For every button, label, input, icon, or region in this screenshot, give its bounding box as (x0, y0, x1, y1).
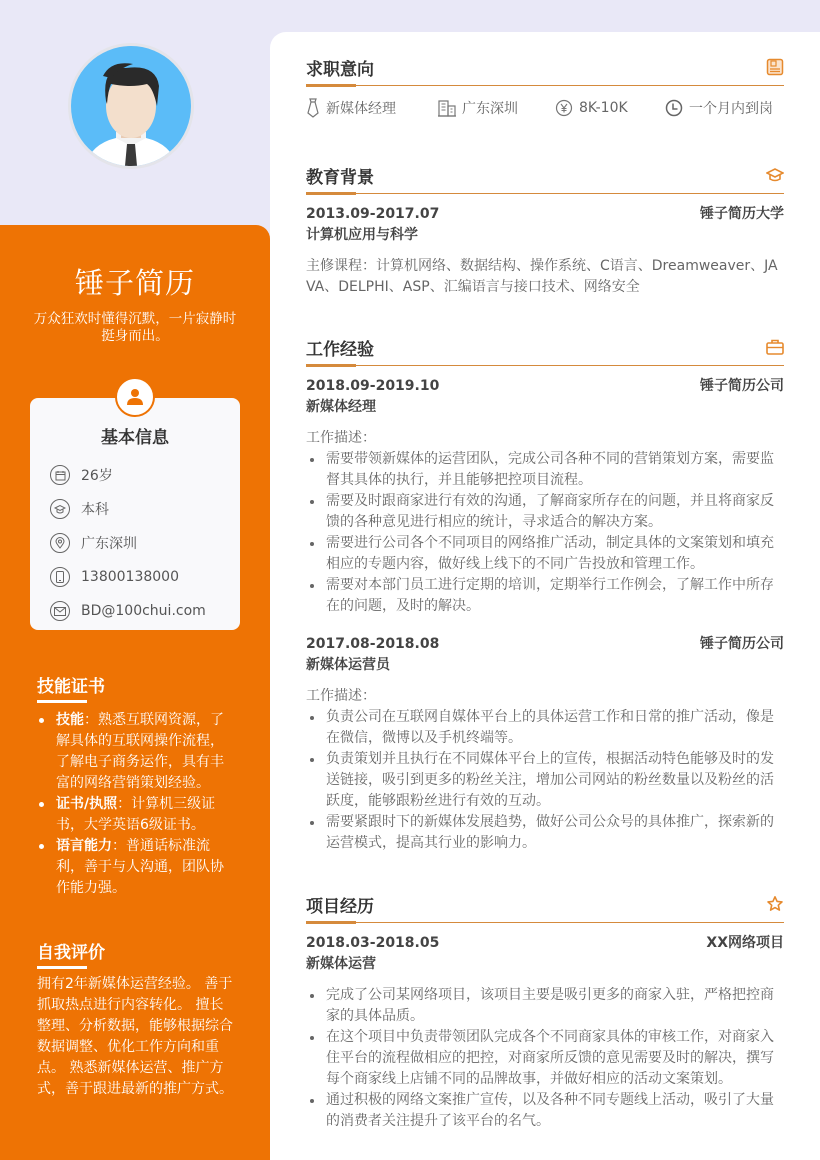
project-section (306, 897, 784, 1132)
education-period: 2013.09-2017.07 (306, 206, 440, 222)
job-entry (306, 376, 784, 617)
project-period: 2018.03-2018.05 (306, 935, 440, 951)
briefcase-icon (766, 338, 784, 356)
intent-position (306, 98, 438, 118)
info-age (50, 458, 206, 492)
job-position: 新媒体运营员 (306, 657, 390, 673)
avatar (68, 43, 194, 169)
job-entry-header (306, 634, 784, 655)
intent-availability-value: 一个月内到岗 (689, 101, 773, 117)
job-bullet: 需要进行公司各个不同项目的网络推广活动，制定具体的文案策划和填充相应的专题内容，做好线上线下的不同广告投放和管理工作。 (306, 533, 784, 575)
info-phone (50, 560, 206, 594)
job-bullets (306, 707, 784, 854)
candidate-name: 锤子简历 (74, 266, 195, 300)
main-content (270, 32, 820, 1160)
job-bullet: 负责策划并且执行在不同媒体平台上的宣传，根据活动特色能够及时的发送链接，吸引到更多的粉丝关注，增加公司网站的粉丝数量以及粉丝的活跃度，能够跟粉丝进行有效的互动。 (306, 749, 784, 812)
section-header (306, 897, 784, 923)
project-bullet: 在这个项目中负责带领团队完成各个不同商家具体的审核工作，对商家入住平台的流程做相应的把控，对商家所反馈的意见需要及时的解决，撰写每个商家线上店铺不同的品牌故事，并做好相应的活动文案策划。 (306, 1027, 784, 1090)
star-icon (766, 895, 784, 913)
intent-city-value: 广东深圳 (462, 101, 518, 117)
skill-item (37, 836, 232, 899)
job-bullet: 需要及时跟商家进行有效的沟通，了解商家所存在的问题，并且将商家反馈的各种意见进行相应的统计，寻求适合的解决方案。 (306, 491, 784, 533)
skill-item (37, 794, 232, 836)
info-email-value[interactable]: BD@100chui.com (81, 603, 206, 619)
location-pin-icon (50, 533, 70, 553)
calendar-icon (50, 465, 70, 485)
section-title: 项目经历 (306, 897, 374, 917)
avatar-illustration (71, 46, 191, 166)
tie-icon (306, 98, 320, 118)
project-role: 新媒体运营 (306, 956, 376, 972)
section-title: 求职意向 (306, 60, 374, 80)
intent-availability (665, 98, 773, 118)
user-badge (115, 377, 155, 417)
graduation-cap-icon (766, 166, 784, 184)
job-company: 锤子简历公司 (700, 636, 784, 652)
project-bullet: 通过积极的网络文案推广宣传，以及各种不同专题线上活动，吸引了大量的消费者关注提升了该平台的名气。 (306, 1090, 784, 1132)
save-icon (766, 58, 784, 76)
job-desc-label: 工作描述： (306, 688, 376, 704)
building-icon (438, 99, 456, 117)
graduation-cap-icon (50, 499, 70, 519)
education-section (306, 168, 784, 298)
job-intent-row (306, 98, 784, 118)
self-eval-title: 自我评价 (37, 938, 105, 963)
basic-info-card (30, 398, 240, 630)
skill-text: ：计算机三级证书，大学英语6级证书。 (56, 796, 216, 833)
job-bullet: 负责公司在互联网自媒体平台上的具体运营工作和日常的推广活动，像是在微信，微博以及手机终端等。 (306, 707, 784, 749)
job-entry-header (306, 376, 784, 397)
info-email (50, 594, 206, 628)
project-name: XX网络项目 (706, 935, 784, 951)
basic-info-list (50, 458, 206, 628)
intent-salary (555, 98, 665, 118)
education-entry-header (306, 204, 784, 225)
job-period: 2018.09-2019.10 (306, 378, 440, 394)
intent-city (438, 98, 555, 118)
education-school: 锤子简历大学 (700, 206, 784, 222)
intent-salary-value: 8K-10K (579, 100, 628, 116)
education-major: 计算机应用与科学 (306, 227, 418, 243)
phone-icon (50, 567, 70, 587)
basic-info-title: 基本信息 (101, 428, 169, 448)
job-period: 2017.08-2018.08 (306, 636, 440, 652)
section-title: 教育背景 (306, 168, 374, 188)
project-bullet: 完成了公司某网络项目，该项目主要是吸引更多的商家入驻，严格把控商家的具体品质。 (306, 985, 784, 1027)
section-header (306, 60, 784, 86)
skill-label: 语言能力 (56, 838, 112, 854)
job-bullet: 需要带领新媒体的运营团队，完成公司各种不同的营销策划方案，需要监督其具体的执行，并且能够把控项目流程。 (306, 449, 784, 491)
mail-icon (50, 601, 70, 621)
job-position: 新媒体经理 (306, 399, 376, 415)
skill-label: 证书/执照 (56, 796, 118, 812)
skill-item (37, 710, 232, 794)
project-entry-header (306, 933, 784, 954)
intent-position-value: 新媒体经理 (326, 101, 396, 117)
yen-icon (555, 99, 573, 117)
info-degree-value: 本科 (81, 502, 109, 518)
skill-text: ：熟悉互联网资源，了解具体的互联网操作流程，了解电子商务运作，具有丰富的网络营销策划经验。 (56, 712, 224, 791)
project-bullets (306, 985, 784, 1132)
info-location (50, 526, 206, 560)
user-icon (125, 387, 145, 407)
motto: 万众狂欢时懂得沉默，一片寂静时挺身而出。 (33, 311, 237, 344)
job-intent-section (306, 60, 784, 118)
skills-list (37, 710, 232, 899)
info-location-value: 广东深圳 (81, 536, 137, 552)
skill-label: 技能 (56, 712, 84, 728)
left-sidebar (0, 225, 270, 1160)
work-experience-section (306, 340, 784, 854)
self-eval-text: 拥有2年新媒体运营经验。 善于抓取热点进行内容转化。 擅长整理、分析数据，能够根据综合数据调整、优化工作方向和重点。 熟悉新媒体运营、推广方式，善于跟进最新的推广方式。 (37, 976, 233, 1097)
section-header (306, 340, 784, 366)
info-degree (50, 492, 206, 526)
info-age-value: 26岁 (81, 468, 113, 484)
job-bullets (306, 449, 784, 617)
section-header (306, 168, 784, 194)
job-entry (306, 634, 784, 854)
job-bullet: 需要紧跟时下的新媒体发展趋势，做好公司公众号的具体推广，探索新的运营模式，提高其行业的影响力。 (306, 812, 784, 854)
job-bullet: 需要对本部门员工进行定期的培训，定期举行工作例会，了解工作中所存在的问题，及时的解决。 (306, 575, 784, 617)
education-courses: 主修课程：计算机网络、数据结构、操作系统、C语言、Dreamweaver、JAVA、DELPHI、ASP、汇编语言与接口技术、网络安全 (306, 258, 778, 295)
info-phone-value[interactable]: 13800138000 (81, 569, 179, 585)
skills-title: 技能证书 (37, 672, 105, 697)
skill-text: ：普通话标准流利，善于与人沟通，团队协作能力强。 (56, 838, 224, 896)
section-title: 工作经验 (306, 340, 374, 360)
job-company: 锤子简历公司 (700, 378, 784, 394)
clock-icon (665, 99, 683, 117)
job-desc-label: 工作描述： (306, 430, 376, 446)
